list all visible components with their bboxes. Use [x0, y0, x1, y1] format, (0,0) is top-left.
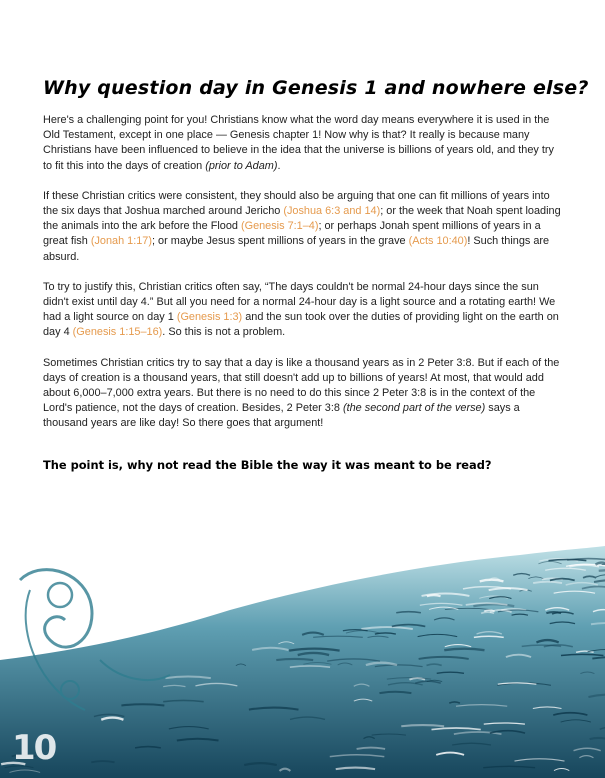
scripture-reference: (Joshua 6:3 and 14)	[283, 205, 381, 218]
wave-streak	[121, 704, 164, 705]
body-paragraph	[43, 280, 563, 341]
body-text	[43, 113, 563, 447]
body-paragraph	[43, 356, 563, 432]
text-run: Sometimes Christian critics try to say that a day is like a thousand years as in 2 Peter 3:8. But if each of the days of creation is a thousand years, that still doesn't add up to billions of years! At most, that would add about 6,000–7,000 extra years. But there is no need to do this since 2 Peter 3:8 is in the context of the Lord's patience, not the days of creation. Besides, 2 Peter 3:8	[43, 356, 560, 415]
text-run: ; or the week that Noah spent loading the animals into the ark before the Flood	[43, 205, 561, 233]
page-number: 10	[12, 728, 56, 768]
body-paragraph	[43, 113, 563, 174]
text-run: ! Such things are absurd.	[43, 235, 550, 263]
text-run: ; or perhaps Jonah spent millions of years in a great fish	[43, 220, 541, 248]
wave-streak	[590, 738, 605, 739]
text-run: ; or maybe Jesus spent millions of years in the grave	[151, 235, 409, 248]
text-run: .	[277, 159, 281, 172]
sea-surface	[0, 546, 605, 778]
scripture-reference: (Genesis 1:15–16)	[72, 326, 163, 339]
page-heading: Why question day in Genesis 1 and nowhere else?	[43, 77, 589, 99]
text-run: If these Christian critics were consistent, they should also be arguing that one can fit millions of years into the six days that Joshua marched around Jericho	[43, 189, 550, 218]
italic-note: (prior to Adam)	[205, 159, 278, 172]
wave-streak	[599, 570, 605, 571]
body-paragraph	[43, 189, 563, 265]
conclusion-text: The point is, why not read the Bible the way it was meant to be read?	[43, 458, 492, 472]
text-run: says a thousand years are like day! So there goes that argument!	[43, 402, 520, 430]
wave-streak	[591, 623, 605, 624]
italic-note: (the second part of the verse)	[342, 402, 486, 415]
scripture-reference: (Acts 10:40)	[408, 235, 468, 248]
text-run: Here's a challenging point for you! Christians know what the word day means everywhere it is used in the Old Testament, except in one place — Genesis chapter 1! Now why is that? It really is because many Christians have been influenced to believe in the idea that the universe is billions of years old, and they try to fit this into the days of creation	[43, 114, 554, 172]
ocean-wave-illustration	[0, 540, 605, 778]
text-run: . So this is not a problem.	[162, 326, 286, 339]
scripture-reference: (Genesis 7:1–4)	[240, 220, 319, 233]
wave-streak	[276, 659, 313, 660]
text-run: To try to justify this, Christian critics often say, “The days couldn't be normal 24-hour days since the sun didn't exist until day 4.” But all you need for a normal 24-hour day is a light source and a rotating earth! We had a light source on day 1	[43, 280, 556, 324]
text-run: and the sun took over the duties of providing light on the earth on day 4	[43, 311, 559, 339]
wave-streak	[401, 725, 444, 726]
scripture-reference: (Jonah 1:17)	[90, 235, 152, 248]
wave-streak	[546, 612, 561, 613]
scripture-reference: (Genesis 1:3)	[176, 311, 243, 324]
